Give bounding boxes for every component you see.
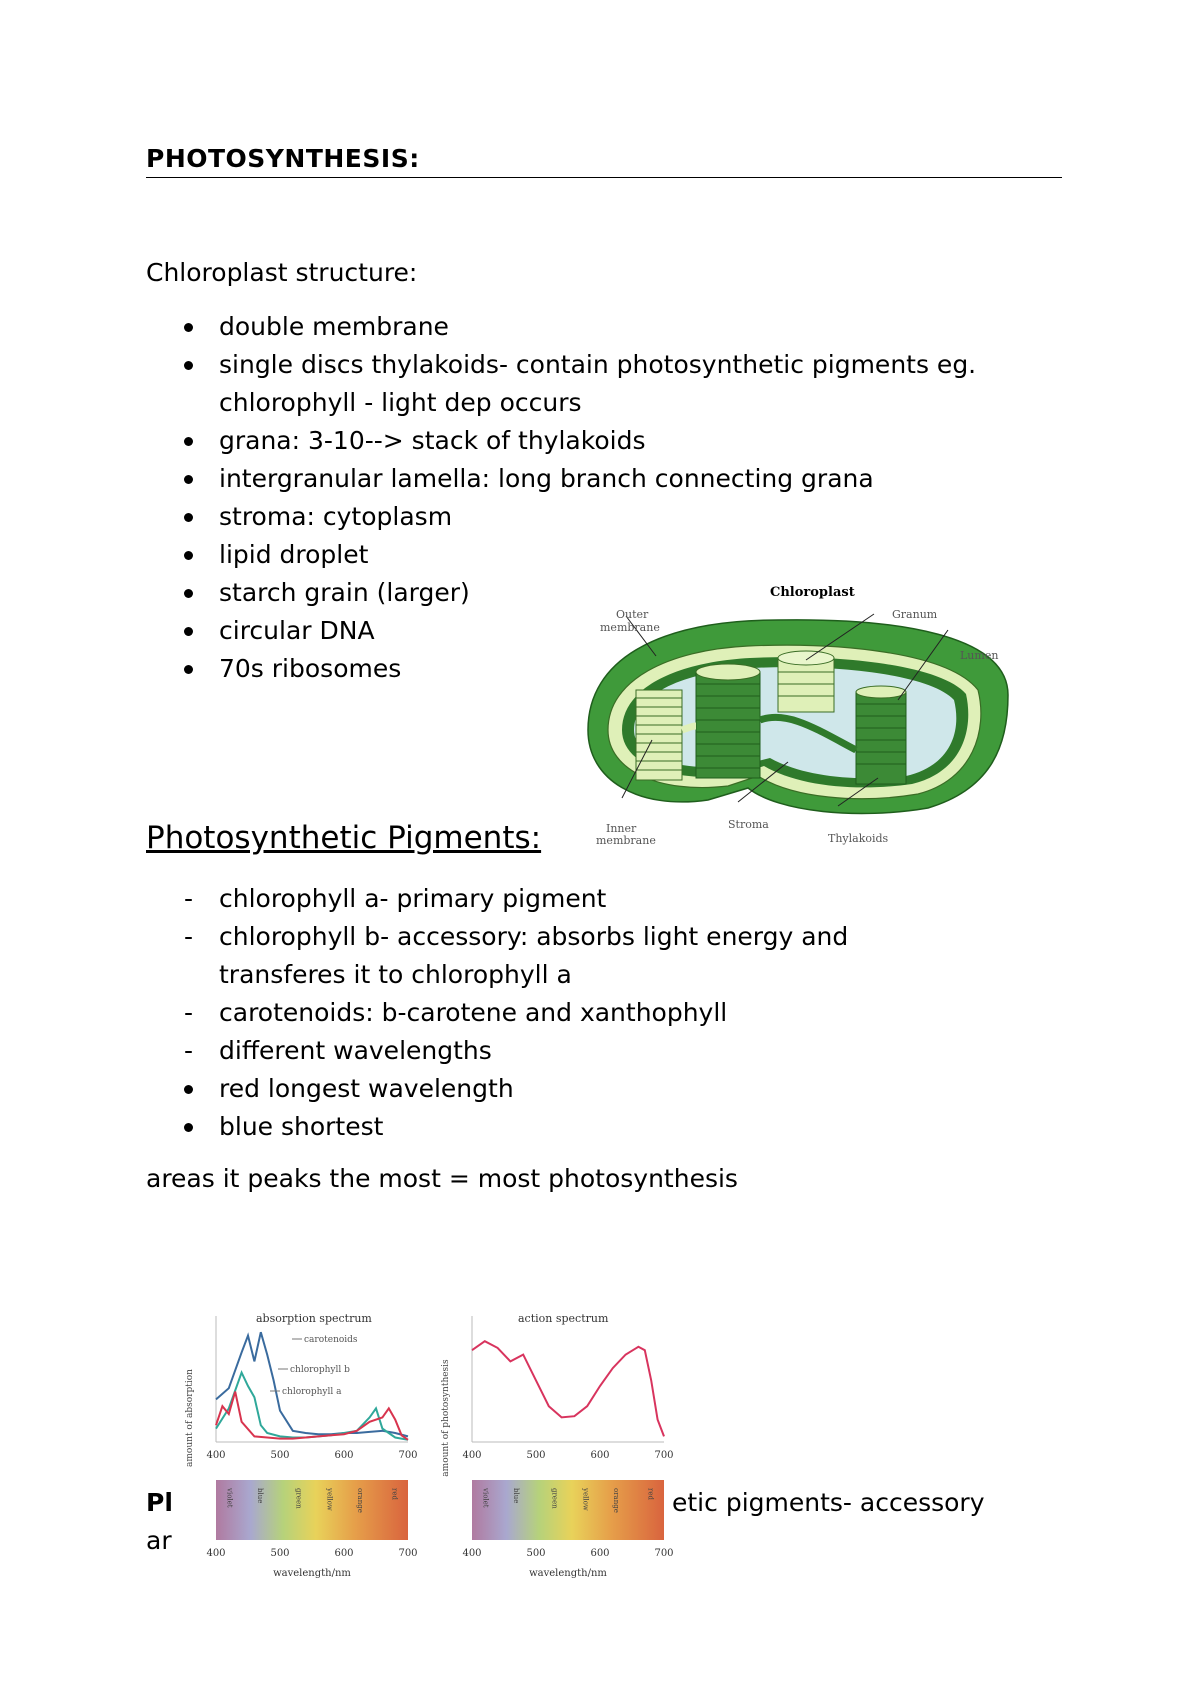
x-tick-label: 400 [206, 1548, 226, 1559]
action-chart [441, 1312, 674, 1477]
list-item [146, 460, 1062, 498]
x-tick-label: 400 [206, 1450, 226, 1461]
x-tick-label: 700 [398, 1548, 418, 1559]
chart-title: action spectrum [518, 1312, 609, 1325]
legend-label-chlorophyll-a: chlorophyll a [282, 1387, 342, 1397]
spectrum-bar-right [472, 1480, 664, 1540]
pigments-list [146, 880, 946, 1146]
spectrum-color-label: violet [481, 1488, 490, 1508]
x-tick-label: 400 [462, 1450, 482, 1461]
peaks-note: areas it peaks the most = most photosynthesis [146, 1164, 738, 1193]
spectrum-color-label: violet [225, 1488, 234, 1508]
list-item [146, 1108, 946, 1146]
absorption-chart [185, 1312, 418, 1467]
chart-title: absorption spectrum [256, 1312, 372, 1325]
obscured-heading-start: Pl [146, 1488, 173, 1517]
legend-label-chlorophyll-b: chlorophyll b [290, 1365, 350, 1375]
label-inner-membrane-1: Inner [606, 822, 637, 835]
obscured-line-2-start: ar [146, 1526, 172, 1555]
list-item-text: 70s ribosomes [219, 654, 402, 683]
intergranular-lamella-2 [682, 726, 696, 730]
left-thylakoid-stack [636, 690, 682, 780]
x-tick-label: 500 [270, 1548, 290, 1559]
series-line-action [472, 1341, 664, 1436]
spectrum-color-label: orange [356, 1488, 365, 1513]
x-tick-label: 700 [654, 1450, 674, 1461]
legend-label-carotenoids: carotenoids [304, 1335, 358, 1345]
label-outer-membrane-2: membrane [600, 621, 660, 634]
list-item-text: different wavelengths [219, 1036, 492, 1065]
x-tick-label: 600 [590, 1548, 610, 1559]
list-item-text: grana: 3-10--> stack of thylakoids [219, 426, 646, 455]
x-tick-label: 700 [398, 1450, 418, 1461]
list-item [146, 880, 946, 918]
x-axis-label: wavelength/nm [529, 1568, 607, 1579]
label-lumen: Lumen [960, 649, 999, 662]
label-outer-membrane-1: Outer [616, 608, 649, 621]
list-item-text: carotenoids: b-carotene and xanthophyll [219, 998, 728, 1027]
label-stroma: Stroma [728, 818, 769, 831]
spectrum-color-label: red [646, 1488, 655, 1500]
chloroplast-structure-label: Chloroplast structure: [146, 258, 418, 287]
list-item [146, 308, 1062, 346]
list-item [146, 422, 1062, 460]
obscured-line-end: etic pigments- accessory [672, 1488, 985, 1517]
spectrum-color-label: blue [512, 1488, 521, 1504]
list-item-text: chlorophyll a- primary pigment [219, 884, 607, 913]
x-tick-label: 600 [334, 1548, 354, 1559]
list-item-text: starch grain (larger) [219, 578, 470, 607]
photosynthetic-pigments-heading: Photosynthetic Pigments: [146, 820, 542, 856]
label-inner-membrane-2: membrane [596, 834, 656, 847]
list-item [146, 498, 1062, 536]
upper-granum-stack [778, 651, 834, 712]
diagram-title: Chloroplast [770, 585, 855, 600]
list-item [146, 346, 1062, 422]
x-tick-label: 500 [526, 1450, 546, 1461]
x-tick-label: 500 [526, 1548, 546, 1559]
label-thylakoids: Thylakoids [828, 832, 889, 845]
x-tick-label: 400 [462, 1548, 482, 1559]
list-item [146, 1032, 946, 1070]
list-item-text: lipid droplet [219, 540, 369, 569]
chloroplast-diagram-svg [578, 580, 1018, 856]
list-item [146, 918, 946, 994]
spectra-svg [172, 1306, 692, 1596]
list-item-text: chlorophyll b- accessory: absorbs light energy and transferes it to chlorophyll a [219, 922, 849, 989]
list-item [146, 994, 946, 1032]
list-item-text: single discs thylakoids- contain photosynthetic pigments eg. chlorophyll - light dep occurs [219, 350, 977, 417]
label-granum: Granum [892, 608, 938, 621]
spectrum-color-label: orange [612, 1488, 621, 1513]
spectrum-color-label: yellow [325, 1488, 334, 1511]
spectrum-color-label: blue [256, 1488, 265, 1504]
chloroplast-diagram [578, 580, 1018, 856]
x-tick-label: 600 [590, 1450, 610, 1461]
x-tick-label: 500 [270, 1450, 290, 1461]
list-item [146, 1070, 946, 1108]
list-item [146, 536, 1062, 574]
x-axis-label: wavelength/nm [273, 1568, 351, 1579]
right-granum-stack [856, 686, 906, 784]
spectrum-color-label: green [550, 1488, 559, 1509]
list-item-text: double membrane [219, 312, 449, 341]
list-item-text: blue shortest [219, 1112, 384, 1141]
list-item-text: intergranular lamella: long branch connecting grana [219, 464, 874, 493]
spectrum-color-label: yellow [581, 1488, 590, 1511]
spectrum-bar-left [216, 1480, 408, 1540]
spectra-figure [172, 1306, 692, 1596]
spectrum-color-label: green [294, 1488, 303, 1509]
series-line-chlorophyll-b [216, 1373, 408, 1440]
granum-stack [696, 664, 760, 778]
x-tick-label: 700 [654, 1548, 674, 1559]
x-tick-label: 600 [334, 1450, 354, 1461]
y-axis-label: amount of absorption [185, 1369, 195, 1467]
list-item-text: circular DNA [219, 616, 375, 645]
spectrum-color-label: red [390, 1488, 399, 1500]
page-title: PHOTOSYNTHESIS: [146, 144, 1062, 178]
y-axis-label: amount of photosynthesis [441, 1359, 451, 1477]
list-item-text: stroma: cytoplasm [219, 502, 453, 531]
list-item-text: red longest wavelength [219, 1074, 514, 1103]
